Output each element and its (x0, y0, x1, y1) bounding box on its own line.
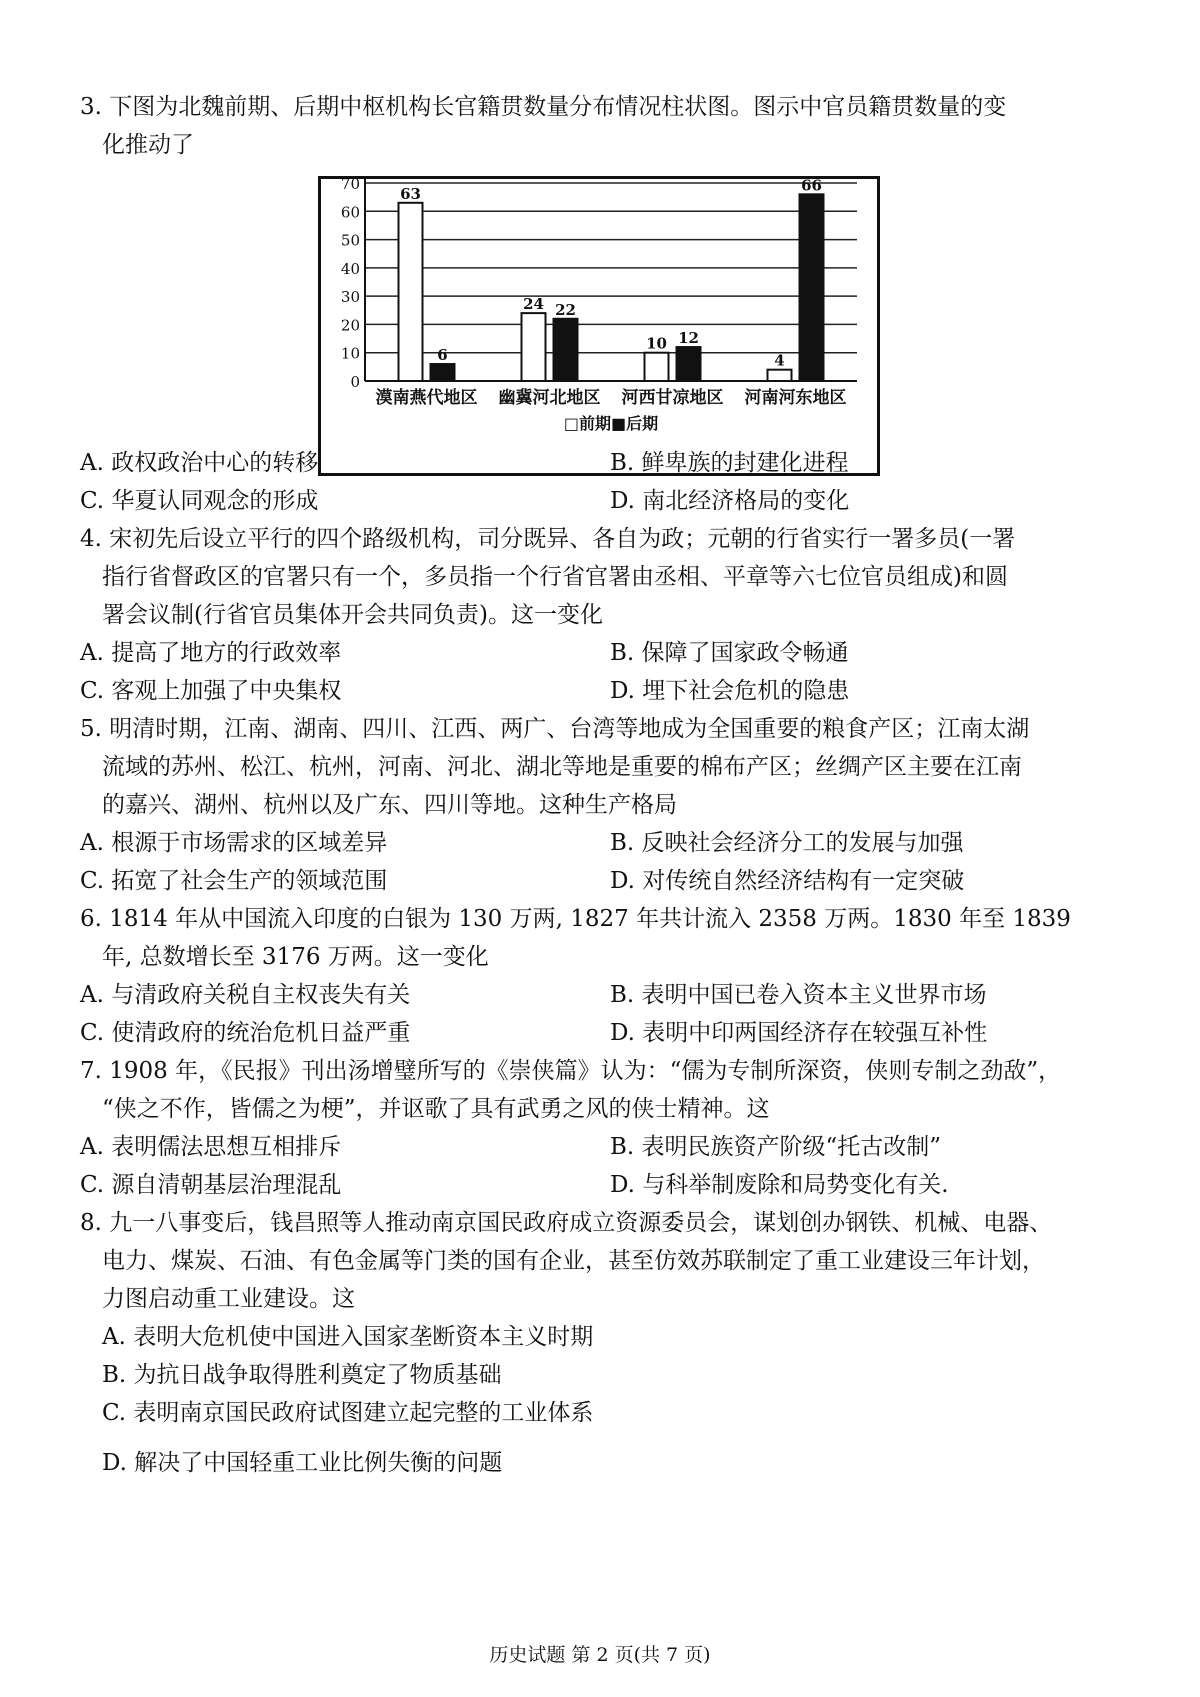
y-tick-label: 40 (340, 259, 360, 278)
q8-option-c[interactable]: C. 表明南京国民政府试图建立起完整的工业体系 (102, 1400, 594, 1426)
q3-option-c[interactable]: C. 华夏认同观念的形成 (80, 488, 319, 514)
q4-option-b[interactable]: B. 保障了国家政令畅通 (610, 640, 849, 666)
y-tick-label: 70 (340, 179, 360, 193)
x-category-label: 漠南燕代地区 (375, 388, 478, 408)
question-8 (80, 1204, 1140, 1482)
bar-data-label: 6 (437, 346, 448, 365)
q4-option-d[interactable]: D. 埋下社会危机的隐患 (610, 678, 850, 704)
bar-data-label: 24 (523, 295, 544, 314)
q3-option-a[interactable]: A. 政权政治中心的转移 (80, 450, 319, 476)
q8-option-a[interactable]: A. 表明大危机使中国进入国家垄断资本主义时期 (102, 1324, 594, 1350)
q5-option-c[interactable]: C. 拓宽了社会生产的领域范围 (80, 868, 388, 894)
q5-option-a[interactable]: A. 根源于市场需求的区域差异 (80, 830, 388, 856)
bar-early (645, 353, 669, 381)
question-4 (80, 520, 1140, 710)
question-6-stem-line1: 6. 1814 年从中国流入印度的白银为 130 万两, 1827 年共计流入 2358 万两。1830 年至 1839 (80, 906, 1071, 932)
question-4-stem-line1: 4. 宋初先后设立平行的四个路级机构，司分既异、各自为政；元朝的行省实行一署多员(一署 (80, 526, 1016, 552)
question-6-stem-line2: 年, 总数增长至 3176 万两。这一变化 (102, 944, 489, 970)
q6-option-b[interactable]: B. 表明中国已卷入资本主义世界市场 (610, 982, 987, 1008)
question-8-stem-line2: 电力、煤炭、石油、有色金属等门类的国有企业，甚至仿效苏联制定了重工业建设三年计划， (102, 1248, 1045, 1274)
question-4-stem-line2: 指行省督政区的官署只有一个，多员指一个行省官署由丞相、平章等六七位官员组成)和圆 (102, 564, 1008, 590)
q4-option-c[interactable]: C. 客观上加强了中央集权 (80, 678, 342, 704)
bar-data-label: 12 (678, 329, 699, 348)
q7-option-d[interactable]: D. 与科举制废除和局势变化有关. (610, 1172, 949, 1198)
x-category-label: 幽冀河北地区 (498, 388, 601, 408)
q8-option-d[interactable]: D. 解决了中国轻重工业比例失衡的问题 (102, 1450, 503, 1476)
q6-option-a[interactable]: A. 与清政府关税自主权丧失有关 (80, 982, 411, 1008)
question-5-stem-line1: 5. 明清时期，江南、湖南、四川、江西、两广、台湾等地成为全国重要的粮食产区；江南太湖 (80, 716, 1030, 742)
bar-chart-svg (321, 179, 877, 473)
y-tick-label: 30 (340, 288, 360, 307)
bar-early (522, 313, 546, 381)
question-5-stem-line2: 流域的苏州、松江、杭州，河南、河北、湖北等地是重要的棉布产区；丝绸产区主要在江南 (102, 754, 1022, 780)
q7-option-c[interactable]: C. 源自清朝基层治理混乱 (80, 1172, 342, 1198)
bar-late (431, 364, 455, 381)
question-7-stem-line2: “侠之不作，皆儒之为梗”，并讴歌了具有武勇之风的侠士精神。这 (102, 1096, 770, 1122)
y-tick-label: 50 (340, 231, 360, 250)
question-7-stem-line1: 7. 1908 年，《民报》刊出汤增璧所写的《崇侠篇》认为：“儒为专制所深资，侠则专制之劲敌”， (80, 1058, 1062, 1084)
bar-chart (318, 176, 880, 476)
q6-option-c[interactable]: C. 使清政府的统治危机日益严重 (80, 1020, 411, 1046)
q3-option-b[interactable]: B. 鲜卑族的封建化进程 (610, 450, 849, 476)
q3-option-d[interactable]: D. 南北经济格局的变化 (610, 488, 850, 514)
x-category-label: 河西甘凉地区 (621, 388, 724, 408)
bar-late (554, 319, 578, 381)
y-tick-label: 60 (340, 203, 360, 222)
y-tick-label: 10 (340, 344, 360, 363)
bar-data-label: 66 (801, 179, 822, 195)
q4-option-a[interactable]: A. 提高了地方的行政效率 (80, 640, 342, 666)
question-8-stem-line3: 力图启动重工业建设。这 (102, 1286, 355, 1312)
y-tick-label: 20 (340, 316, 360, 335)
page-footer: 历史试题 第 2 页(共 7 页) (489, 1644, 711, 1666)
bar-data-label: 22 (555, 300, 576, 319)
x-category-label: 河南河东地区 (744, 388, 847, 408)
question-3-options (80, 444, 1140, 520)
bar-data-label: 10 (646, 334, 667, 353)
question-3 (80, 88, 1140, 164)
chart-legend: □前期■后期 (563, 414, 659, 433)
bar-early (399, 203, 423, 381)
question-6 (80, 900, 1140, 1052)
q8-option-b[interactable]: B. 为抗日战争取得胜利奠定了物质基础 (102, 1362, 502, 1388)
question-3-stem-line2: 化推动了 (102, 132, 194, 158)
bar-late (800, 194, 824, 381)
bar-data-label: 63 (400, 184, 421, 203)
question-3-stem-line1: 3. 下图为北魏前期、后期中枢机构长官籍贯数量分布情况柱状图。图示中官员籍贯数量的变 (80, 94, 1007, 120)
question-8-stem-line1: 8. 九一八事变后，钱昌照等人推动南京国民政府成立资源委员会，谋划创办钢铁、机械、电器、 (80, 1210, 1053, 1236)
q7-option-a[interactable]: A. 表明儒法思想互相排斥 (80, 1134, 342, 1160)
bar-early (768, 370, 792, 381)
y-tick-label: 0 (350, 373, 360, 391)
q6-option-d[interactable]: D. 表明中印两国经济存在较强互补性 (610, 1020, 988, 1046)
q5-option-b[interactable]: B. 反映社会经济分工的发展与加强 (610, 830, 964, 856)
q5-option-d[interactable]: D. 对传统自然经济结构有一定突破 (610, 868, 965, 894)
bar-late (677, 347, 701, 381)
question-5 (80, 710, 1140, 900)
bar-data-label: 4 (774, 351, 785, 370)
question-4-stem-line3: 署会议制(行省官员集体开会共同负责)。这一变化 (102, 602, 603, 628)
q7-option-b[interactable]: B. 表明民族资产阶级“托古改制” (610, 1134, 942, 1160)
question-5-stem-line3: 的嘉兴、湖州、杭州以及广东、四川等地。这种生产格局 (102, 792, 677, 818)
question-7 (80, 1052, 1140, 1204)
